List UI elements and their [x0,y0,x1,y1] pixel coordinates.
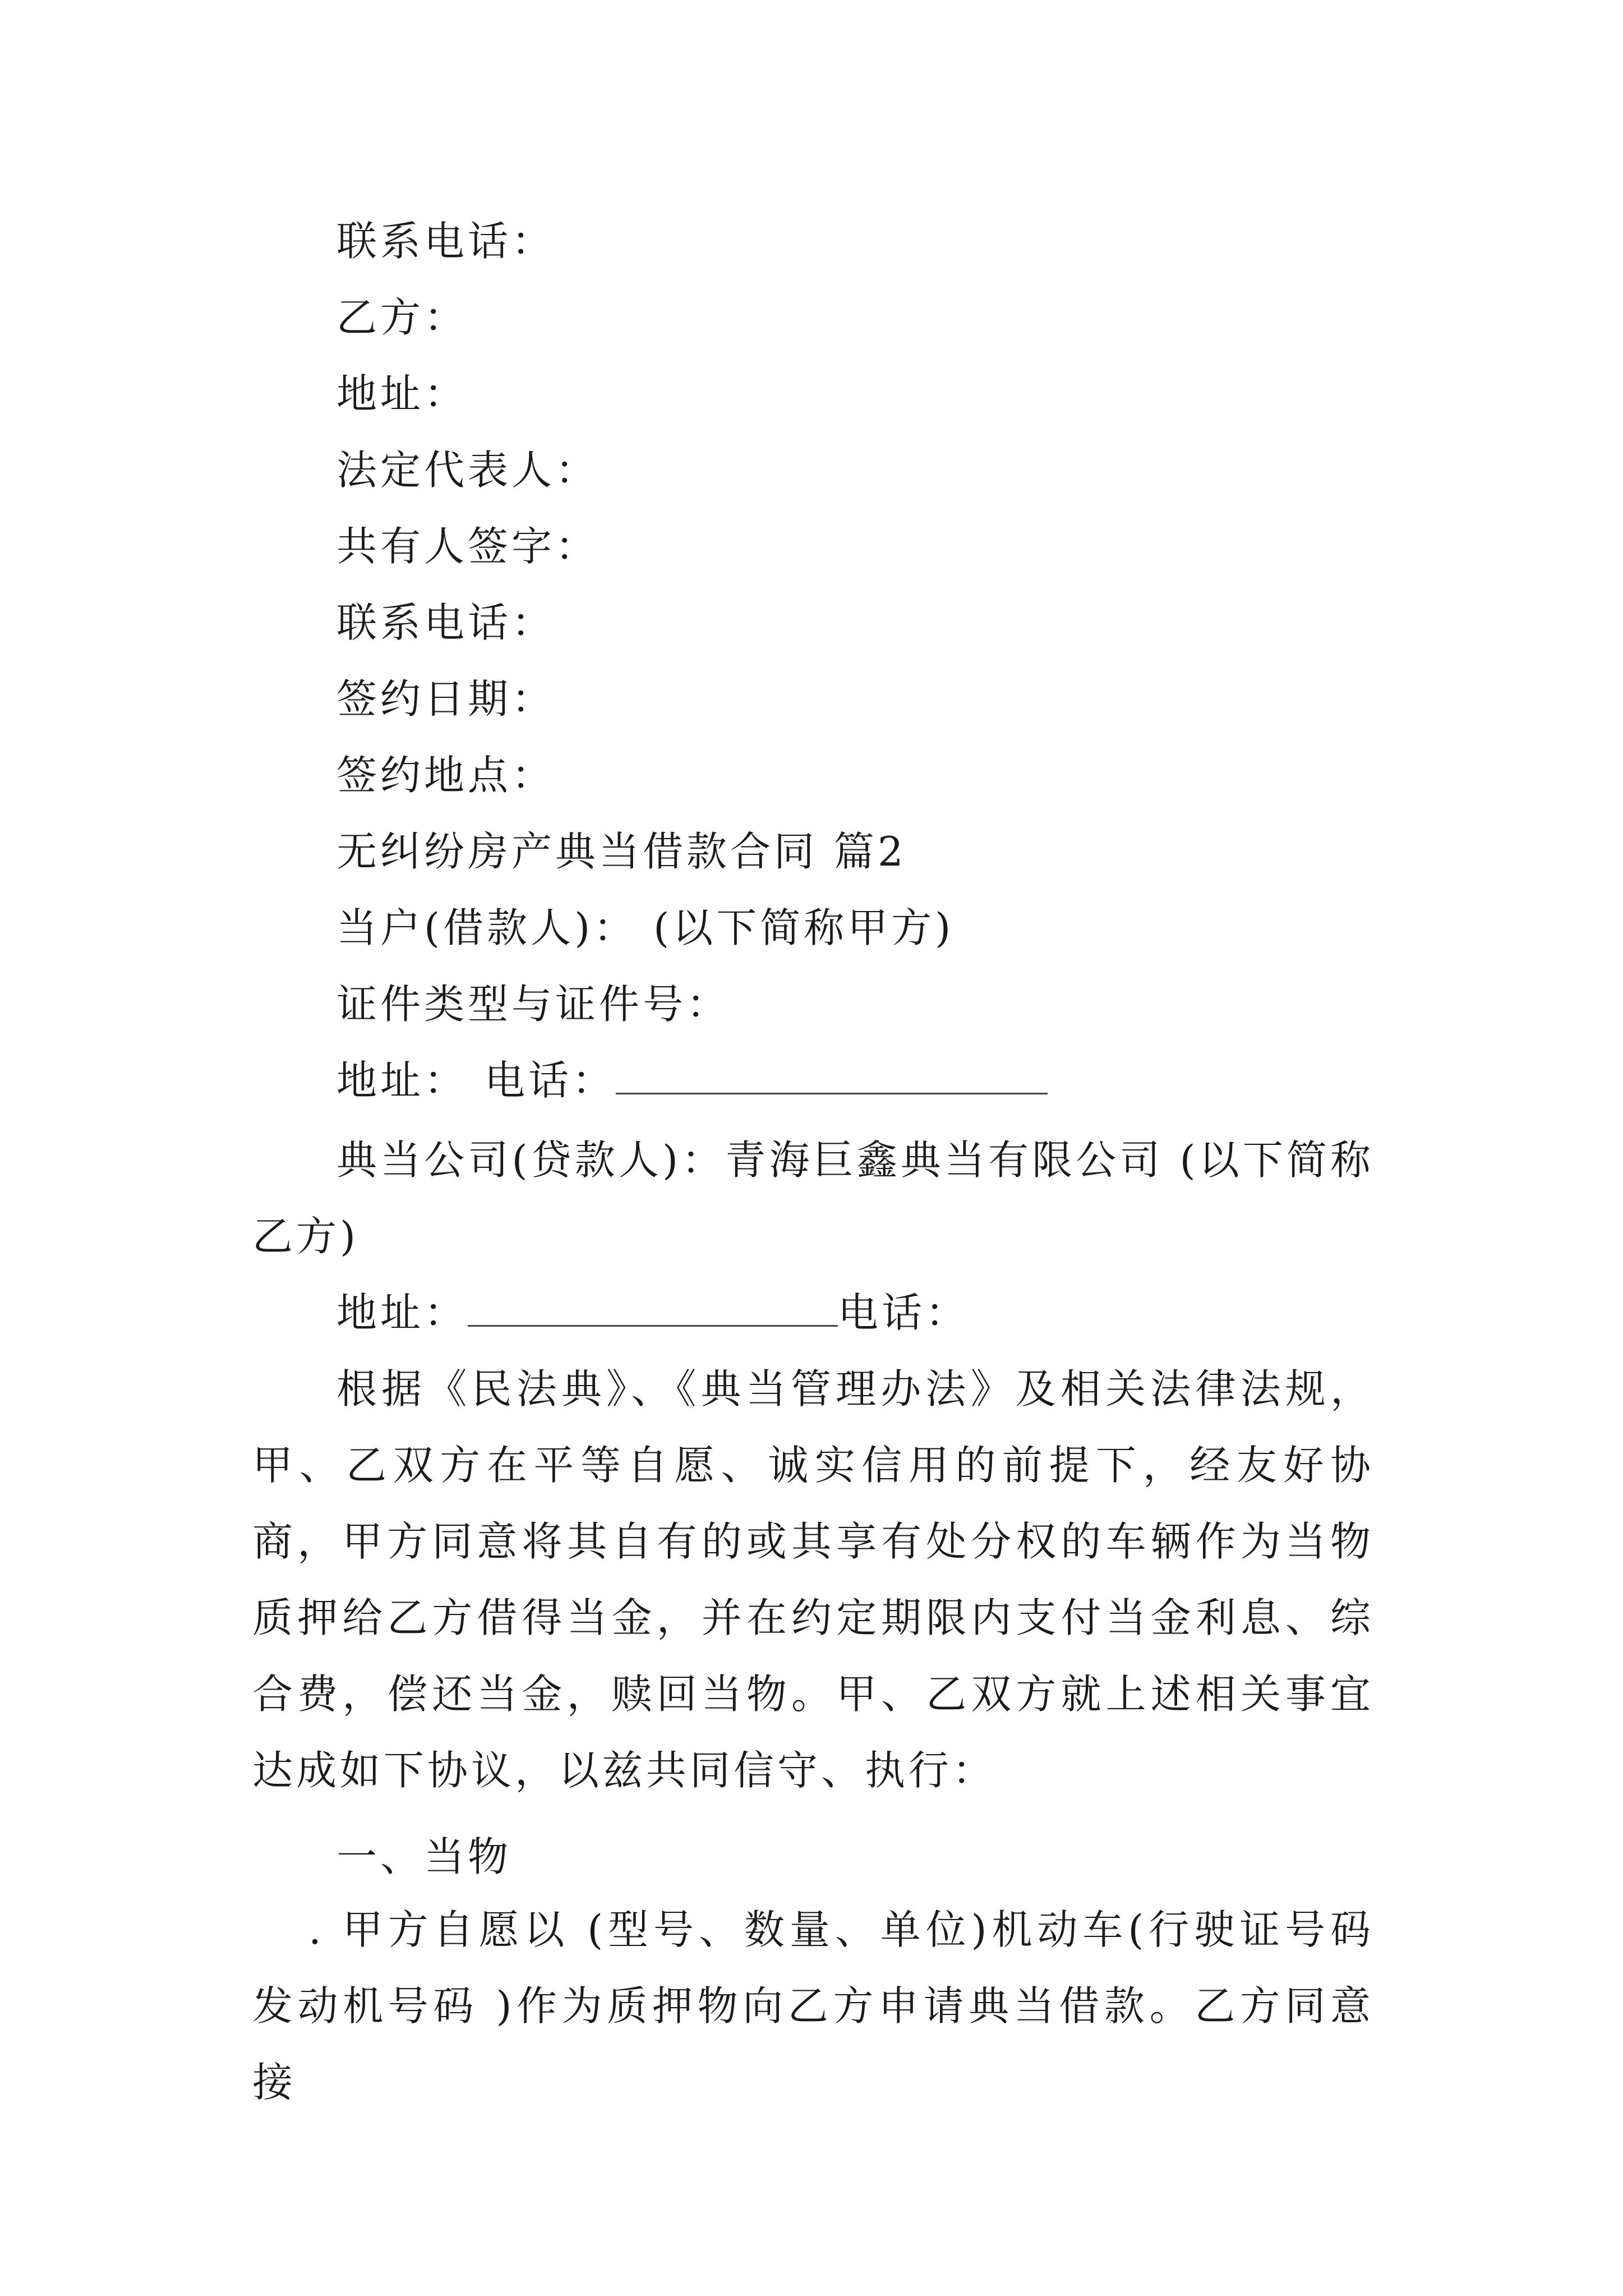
address-label: 地址： [336,1289,468,1336]
preamble-paragraph: 根据《民法典》、《典当管理办法》及相关法律法规，甲、乙双方在平等自愿、诚实信用的前提下，经友好协商，甲方同意将其自有的或其享有处分权的车辆作为当物质押给乙方借得当金，并在约定期限内支付当金利息、综合费，偿还当金，赎回当物。甲、乙双方就上述相关事宜达成如下协议，以兹共同信守、执行： [252,1365,1374,1794]
contact-phone-line: 联系电话： [336,599,556,646]
phone-label: 电话： [838,1289,970,1336]
address-blank [468,1290,838,1327]
pawnshop-paragraph: 典当公司(贷款人)：青海巨鑫典当有限公司 (以下简称乙方) [252,1137,1374,1260]
contact-phone-line: 联系电话： [336,218,556,265]
section-heading: 一、当物 [336,1833,512,1880]
pawner-line: 当户(借款人)： (以下简称甲方) [336,904,955,951]
contract-title: 无纠纷房产典当借款合同 篇2 [336,828,907,875]
pawnshop-address-phone-line [336,1285,969,1341]
co-owner-signature-line: 共有人签字： [336,523,600,570]
address-phone-line [336,1052,1048,1108]
id-type-line: 证件类型与证件号： [336,981,731,1028]
sign-date-line: 签约日期： [336,675,556,723]
clause-paragraph: . 甲方自愿以 (型号、数量、单位)机动车(行驶证号码 发动机号码 )作为质押物向乙方申请典当借款。乙方同意接 [252,1906,1374,2106]
sign-place-line: 签约地点： [336,752,556,799]
party-b-line: 乙方： [336,294,468,341]
address-line: 地址： [336,370,468,417]
phone-blank [616,1058,1048,1094]
address-label: 地址： [336,1057,468,1104]
legal-representative-line: 法定代表人： [336,447,600,494]
phone-label: 电话： [485,1057,616,1104]
